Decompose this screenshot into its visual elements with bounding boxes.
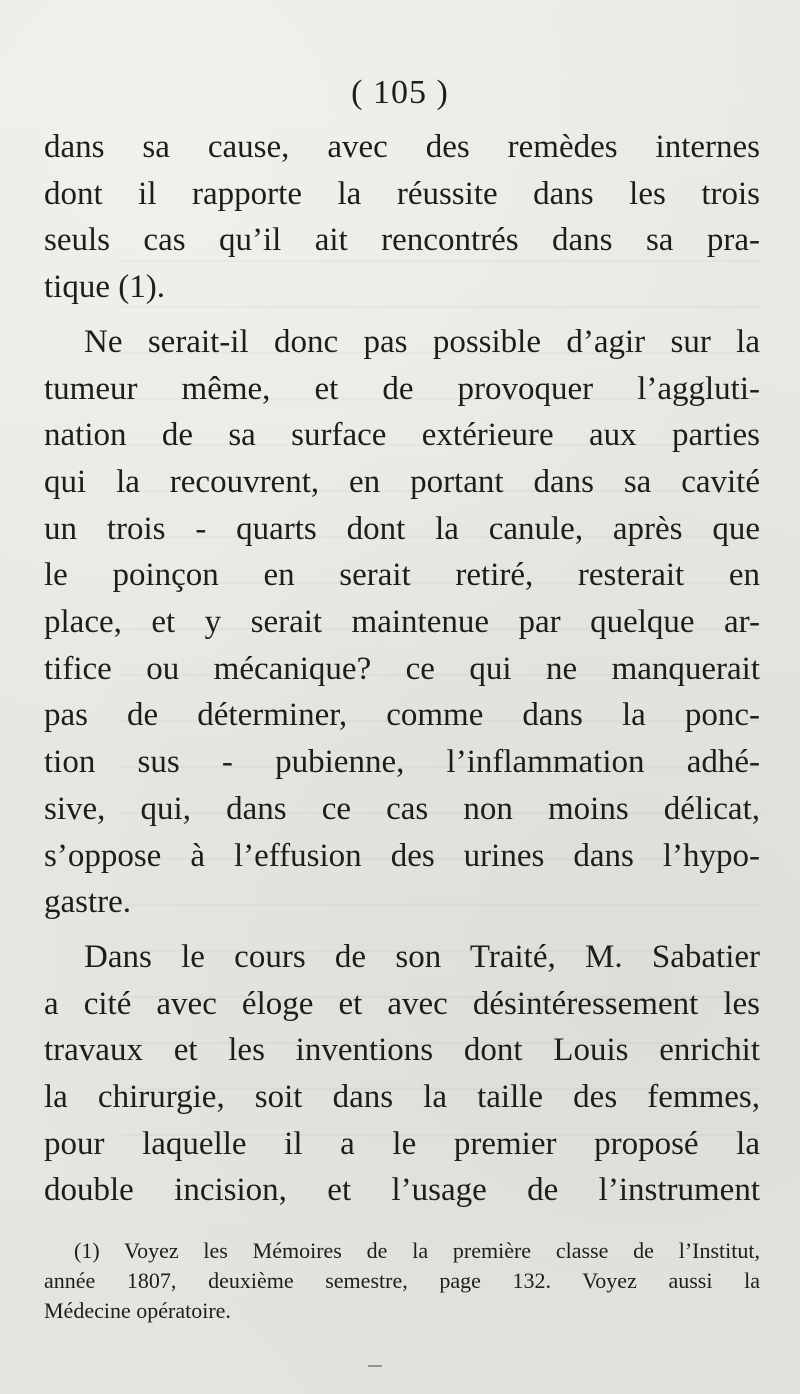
footnote-line: (1) Voyez les Mémoires de la première classe de l’Institut,	[74, 1238, 760, 1263]
main-text	[44, 124, 760, 1214]
text-line: pour laquelle il a le premier proposé la	[44, 1125, 760, 1162]
paragraph-3	[44, 934, 760, 1214]
text-line: dont il rapporte la réussite dans les trois	[44, 175, 760, 212]
text-line: tumeur même, et de provoquer l’aggluti-	[44, 370, 760, 407]
text-line: dans sa cause, avec des remèdes internes	[44, 129, 760, 165]
text-line: travaux et les inventions dont Louis enrichit	[44, 1032, 760, 1069]
text-line: pas de déterminer, comme dans la ponc-	[44, 697, 760, 734]
paragraph-gap	[44, 926, 760, 934]
text-line: la chirurgie, soit dans la taille des femmes,	[44, 1079, 760, 1116]
text-line: gastre.	[44, 884, 132, 921]
footnote-line: Médecine opératoire.	[44, 1298, 231, 1323]
paragraph-1	[44, 124, 760, 311]
text-line: tion sus - pubienne, l’inflammation adhé-	[44, 744, 760, 781]
text-line: tifice ou mécanique? ce qui ne manquerait	[44, 650, 760, 687]
page-number: ( 105 )	[351, 74, 449, 111]
text-line: a cité avec éloge et avec désintéressement les	[44, 985, 760, 1022]
text-line: tique (1).	[44, 269, 165, 306]
text-line: seuls cas qu’il ait rencontrés dans sa pra-	[44, 222, 760, 259]
text-line: place, et y serait maintenue par quelque ar-	[44, 604, 760, 641]
text-line: le poinçon en serait retiré, resterait en	[44, 557, 760, 594]
paragraph-2	[44, 319, 760, 926]
text-line: s’oppose à l’effusion des urines dans l’hypo-	[44, 837, 760, 874]
footnote-line: année 1807, deuxième semestre, page 132. Voyez aussi la	[44, 1268, 760, 1293]
text-line: Dans le cours de son Traité, M. Sabatier	[84, 938, 760, 975]
text-line: Ne serait-il donc pas possible d’agir sur la	[84, 323, 760, 360]
text-line: qui la recouvrent, en portant dans sa cavité	[44, 463, 760, 500]
paragraph-gap	[44, 311, 760, 319]
text-line: un trois - quarts dont la canule, après que	[44, 510, 760, 547]
print-speck	[368, 1365, 382, 1367]
footnote	[44, 1236, 760, 1326]
text-line: sive, qui, dans ce cas non moins délicat,	[44, 790, 760, 827]
text-line: double incision, et l’usage de l’instrument	[44, 1172, 760, 1209]
text-line: nation de sa surface extérieure aux parties	[44, 417, 760, 454]
